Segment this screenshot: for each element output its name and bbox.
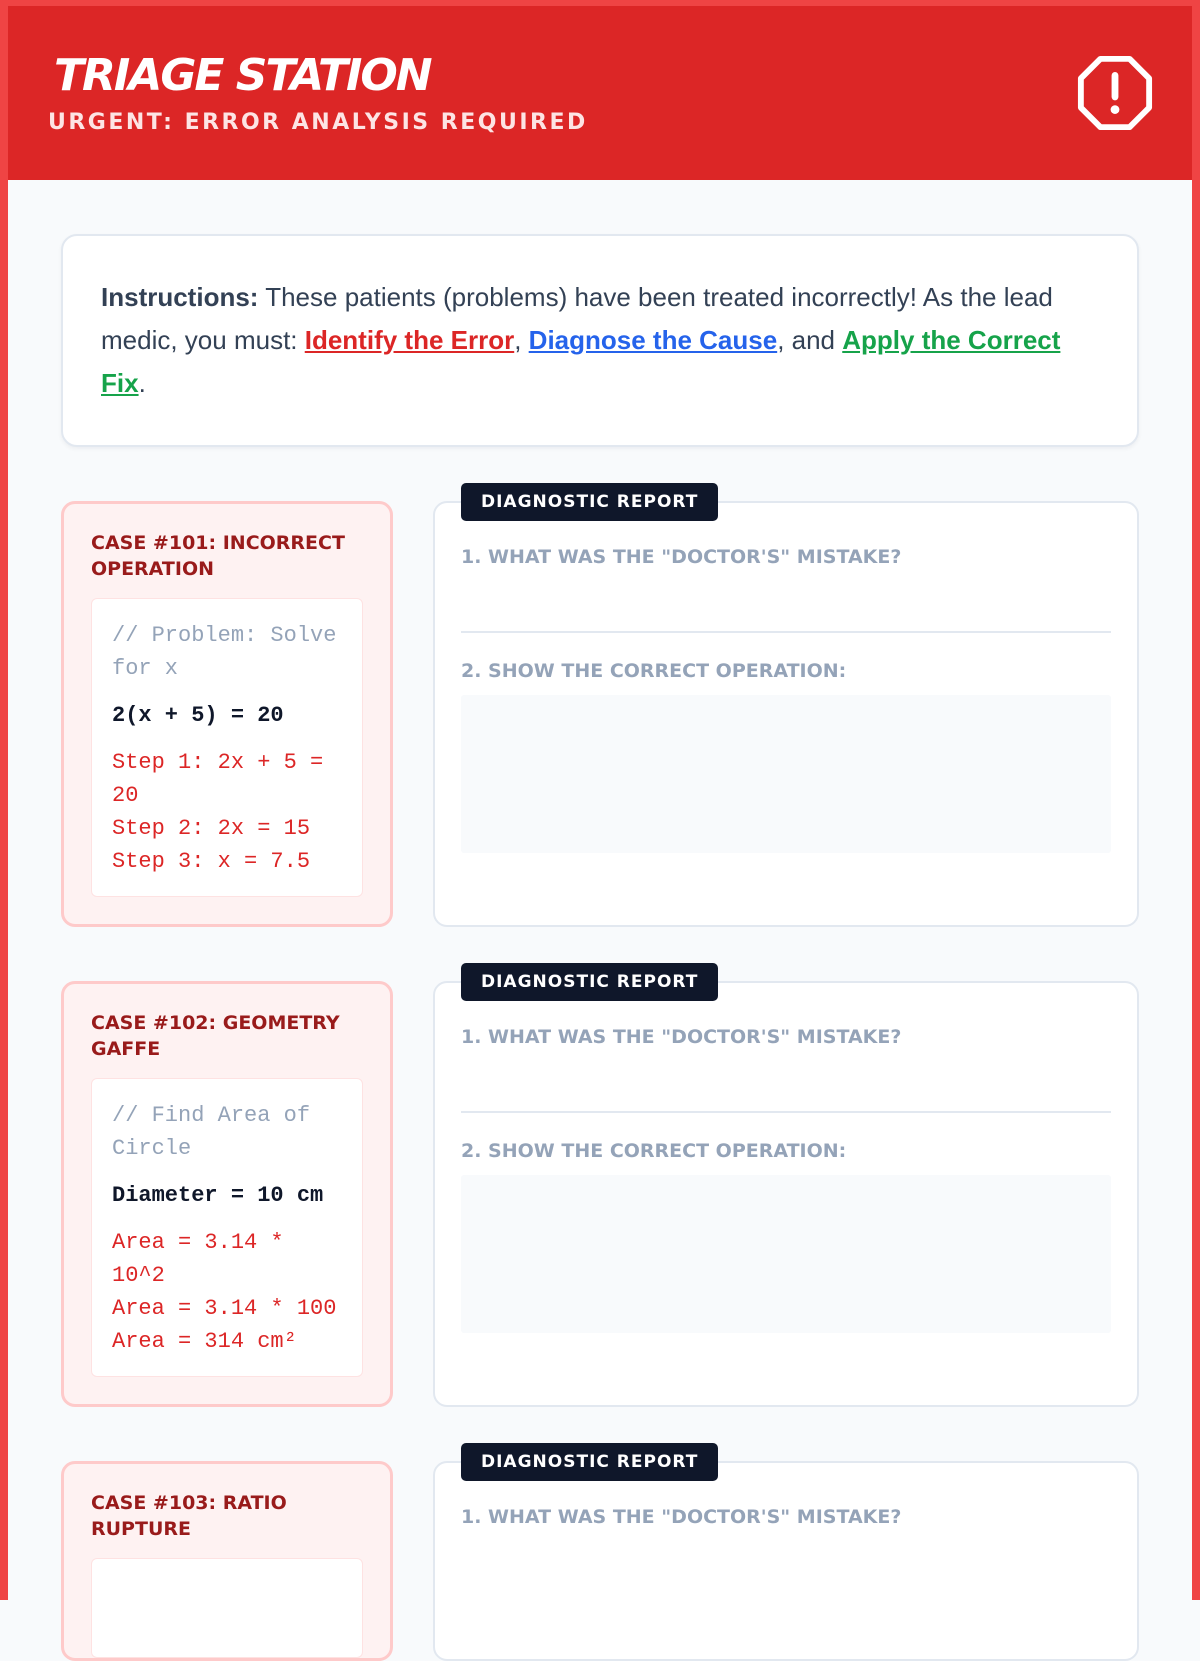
- code-comment: // Problem: Solve for x: [112, 623, 337, 681]
- alert-octagon-icon: [1076, 54, 1154, 132]
- correct-operation-question: 2. SHOW THE CORRECT OPERATION:: [461, 660, 847, 682]
- report-badge: DIAGNOSTIC REPORT: [461, 963, 718, 1001]
- instructions-end: .: [138, 368, 146, 398]
- instructions-sep-2: , and: [777, 325, 843, 355]
- report-badge: DIAGNOSTIC REPORT: [461, 483, 718, 521]
- correct-operation-workspace[interactable]: [461, 695, 1111, 853]
- code-step: Step 3: x = 7.5: [112, 849, 311, 874]
- mistake-question: 1. WHAT WAS THE "DOCTOR'S" MISTAKE?: [461, 1506, 902, 1528]
- identify-error-link[interactable]: Identify the Error: [304, 325, 515, 355]
- case-row: [61, 972, 1139, 1407]
- diagnostic-report: [433, 972, 1139, 1407]
- code-step: Area = 314 cm²: [112, 1329, 297, 1354]
- code-step: Step 2: 2x = 15: [112, 816, 311, 841]
- mistake-question: 1. WHAT WAS THE "DOCTOR'S" MISTAKE?: [461, 546, 902, 568]
- diagnose-cause-link[interactable]: Diagnose the Cause: [528, 325, 778, 355]
- page-subtitle: URGENT: ERROR ANALYSIS REQUIRED: [48, 110, 588, 135]
- diagnostic-report: [433, 492, 1139, 927]
- code-box: [91, 1078, 363, 1377]
- instructions-sep-1: ,: [514, 325, 529, 355]
- case-card: [61, 501, 393, 927]
- code-box: [91, 598, 363, 897]
- correct-operation-workspace[interactable]: [461, 1175, 1111, 1333]
- report-badge: DIAGNOSTIC REPORT: [461, 1443, 718, 1481]
- mistake-answer-line[interactable]: [461, 631, 1111, 633]
- instructions-label: Instructions:: [101, 282, 259, 312]
- correct-operation-question: 2. SHOW THE CORRECT OPERATION:: [461, 1140, 847, 1162]
- code-steps: [112, 1226, 342, 1358]
- code-steps: [112, 746, 342, 878]
- code-step: Area = 3.14 * 10^2: [112, 1230, 284, 1288]
- code-step: Area = 3.14 * 100: [112, 1296, 337, 1321]
- main-content: [8, 180, 1192, 1661]
- case-row: [61, 1452, 1139, 1661]
- case-card: [61, 981, 393, 1407]
- apply-fix-link[interactable]: Apply the Correct Fix: [101, 325, 1061, 398]
- mistake-question: 1. WHAT WAS THE "DOCTOR'S" MISTAKE?: [461, 1026, 902, 1048]
- instructions-text: These patients (problems) have been treated incorrectly! As the lead medic, you must:: [101, 282, 1053, 355]
- instructions-panel: [61, 234, 1139, 447]
- case-row: [61, 492, 1139, 927]
- code-problem: Diameter = 10 cm: [112, 1183, 324, 1208]
- case-title: CASE #102: GEOMETRY GAFFE: [91, 1012, 340, 1060]
- case-title: CASE #103: RATIO RUPTURE: [91, 1492, 287, 1540]
- code-step: Step 1: 2x + 5 = 20: [112, 750, 324, 808]
- case-card: [61, 1461, 393, 1661]
- code-comment: // Find Area of Circle: [112, 1103, 311, 1161]
- page-title: TRIAGE STATION: [54, 50, 431, 101]
- case-title: CASE #101: INCORRECT OPERATION: [91, 532, 345, 580]
- code-box: [91, 1558, 363, 1658]
- mistake-answer-line[interactable]: [461, 1111, 1111, 1113]
- diagnostic-report: [433, 1452, 1139, 1661]
- header: [8, 6, 1192, 180]
- code-problem: 2(x + 5) = 20: [112, 703, 284, 728]
